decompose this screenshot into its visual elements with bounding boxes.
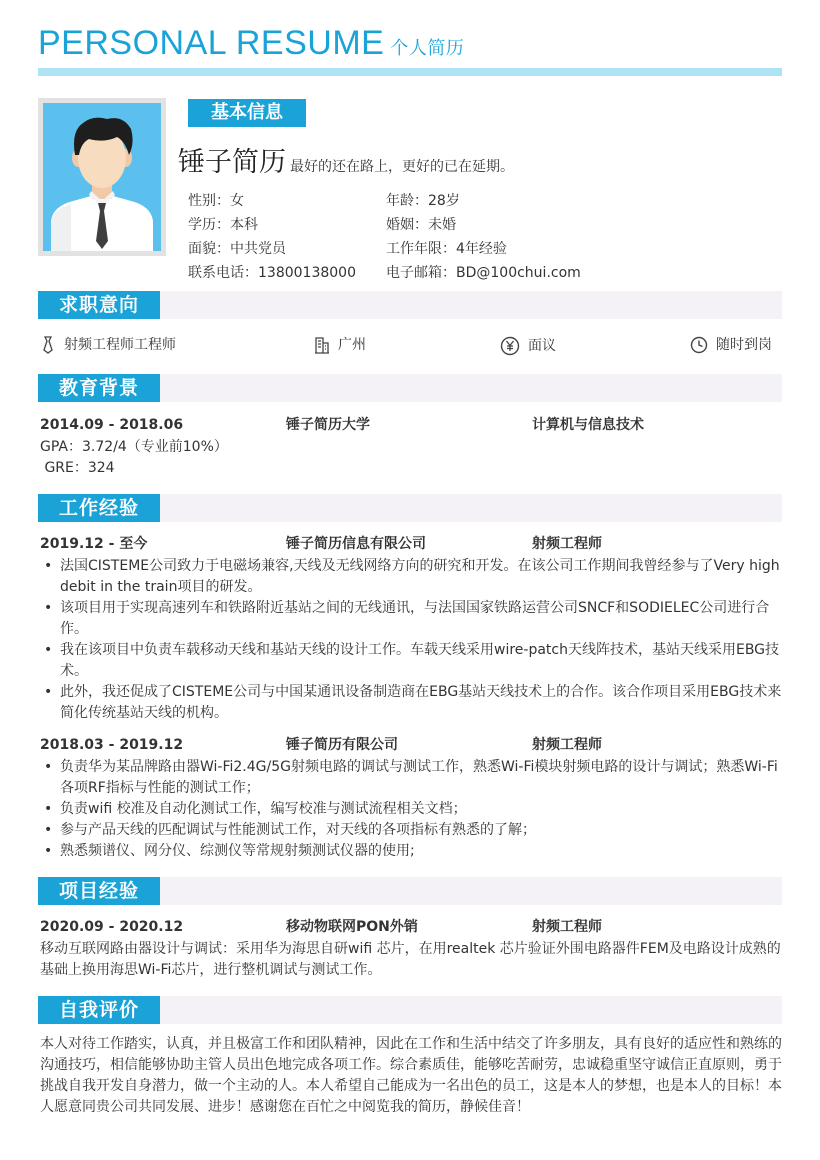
section-work-label: 工作经验	[38, 494, 160, 522]
motto: 最好的还在路上，更好的已在延期。	[290, 159, 514, 175]
education-major: 计算机与信息技术	[532, 417, 644, 433]
list-item: • 参与产品天线的匹配调试与性能测试工作，对天线的各项指标有熟悉的了解；	[40, 820, 782, 841]
project-date: 2020.09 - 2020.12	[40, 919, 184, 935]
intent-position	[40, 336, 176, 354]
list-item: • 我在该项目中负责车载移动天线和基站天线的设计工作。车载天线采用wire-patch天线阵技术，基站天线采用EBG技术。	[40, 640, 782, 682]
yen-icon	[500, 336, 520, 356]
section-project-label: 项目经验	[38, 877, 160, 905]
list-item: • 负责wifi 校准及自动化测试工作，编写校准与测试流程相关文档；	[40, 799, 782, 820]
avatar	[43, 103, 161, 251]
list-item: • 该项目用于实现高速列车和铁路附近基站之间的无线通讯，与法国国家铁路运营公司SNCF和SODIELEC公司进行合作。	[40, 598, 782, 640]
job1-role: 射频工程师	[532, 536, 602, 552]
resume-title-cn: 个人简历	[390, 38, 465, 58]
section-intent-label: 求职意向	[38, 291, 160, 319]
section-education-bar	[38, 374, 782, 402]
section-education-label: 教育背景	[38, 374, 160, 402]
info-phone: 联系电话：13800138000	[188, 265, 356, 281]
section-intent-bar	[38, 291, 782, 319]
project-name: 移动物联网PON外销	[286, 919, 418, 935]
intent-city	[314, 336, 366, 354]
job1-date: 2019.12 - 至今	[40, 536, 148, 552]
intent-position-text: 射频工程师工程师	[64, 337, 176, 353]
project-role: 射频工程师	[532, 919, 602, 935]
education-gpa: GPA：3.72/4（专业前10%）	[40, 439, 228, 455]
avatar-illustration	[43, 103, 161, 251]
section-self-label: 自我评价	[38, 996, 160, 1024]
project-description: 移动互联网路由器设计与调试：采用华为海思自研wifi 芯片，在用realtek 芯片验证外围电路器件FEM及电路设计成熟的基础上换用海思Wi-Fi芯片，进行整机调试与测试工作。	[40, 941, 781, 978]
education-date: 2014.09 - 2018.06	[40, 417, 184, 433]
clock-icon	[690, 336, 708, 354]
intent-city-text: 广州	[338, 337, 366, 353]
info-age: 年龄：28岁	[386, 193, 460, 209]
list-item: • 负责华为某品牌路由器Wi-Fi2.4G/5G射频电路的调试与测试工作，熟悉Wi-Fi模块射频电路的设计与调试；熟悉Wi-Fi各项RF指标与性能的测试工作；	[40, 757, 782, 799]
section-basic-info-label: 基本信息	[188, 99, 306, 127]
intent-salary-text: 面议	[528, 338, 556, 354]
section-self-bar	[38, 996, 782, 1024]
intent-salary	[500, 336, 556, 356]
building-icon	[314, 336, 330, 354]
resume-title-en: PERSONAL RESUME	[38, 24, 385, 62]
job2-bullets	[40, 757, 782, 862]
intent-availability	[690, 336, 772, 354]
education-gre: GRE：324	[40, 460, 115, 476]
header-divider	[38, 68, 782, 76]
resume-title	[38, 24, 464, 63]
info-gender: 性别：女	[188, 193, 244, 209]
job2-role: 射频工程师	[532, 737, 602, 753]
candidate-name: 锤子简历	[178, 147, 286, 178]
job2-company: 锤子简历有限公司	[286, 737, 398, 753]
list-item: • 此外，我还促成了CISTEME公司与中国某通讯设备制造商在EBG基站天线技术上的合作。该合作项目采用EBG技术来简化传统基站天线的机构。	[40, 682, 782, 724]
info-education: 学历：本科	[188, 217, 258, 233]
info-years: 工作年限：4年经验	[386, 241, 507, 257]
list-item: • 法国CISTEME公司致力于电磁场兼容,天线及无线网络方向的研究和开发。在该公司工作期间我曾经参与了Very high debit in the train项目的研发。	[40, 556, 782, 598]
section-project-bar	[38, 877, 782, 905]
job1-bullets	[40, 556, 782, 724]
self-evaluation-text: 本人对待工作踏实，认真，并且极富工作和团队精神，因此在工作和生活中结交了许多朋友，具有良好的适应性和熟练的沟通技巧，相信能够协助主管人员出色地完成各项工作。综合素质佳，能够吃苦耐劳，忠诚稳重坚守诚信正直原则，勇于挑战自我开发自身潜力，做一个主动的人。本人希望自己能成为一名出色的员工，这是本人的梦想，也是本人的目标！本人愿意同贵公司共同发展、进步！感谢您在百忙之中阅览我的简历，静候佳音！	[40, 1036, 782, 1115]
job1-company: 锤子简历信息有限公司	[286, 536, 426, 552]
candidate-name-line	[178, 140, 514, 179]
education-school: 锤子简历大学	[286, 417, 370, 433]
list-item: • 熟悉频谱仪、网分仪、综测仪等常规射频测试仪器的使用;	[40, 841, 782, 862]
info-politics: 面貌：中共党员	[188, 241, 286, 257]
info-marriage: 婚姻：未婚	[386, 217, 456, 233]
tie-icon	[40, 336, 56, 354]
intent-availability-text: 随时到岗	[716, 337, 772, 353]
job2-date: 2018.03 - 2019.12	[40, 737, 184, 753]
section-work-bar	[38, 494, 782, 522]
info-email: 电子邮箱：BD@100chui.com	[386, 265, 581, 281]
